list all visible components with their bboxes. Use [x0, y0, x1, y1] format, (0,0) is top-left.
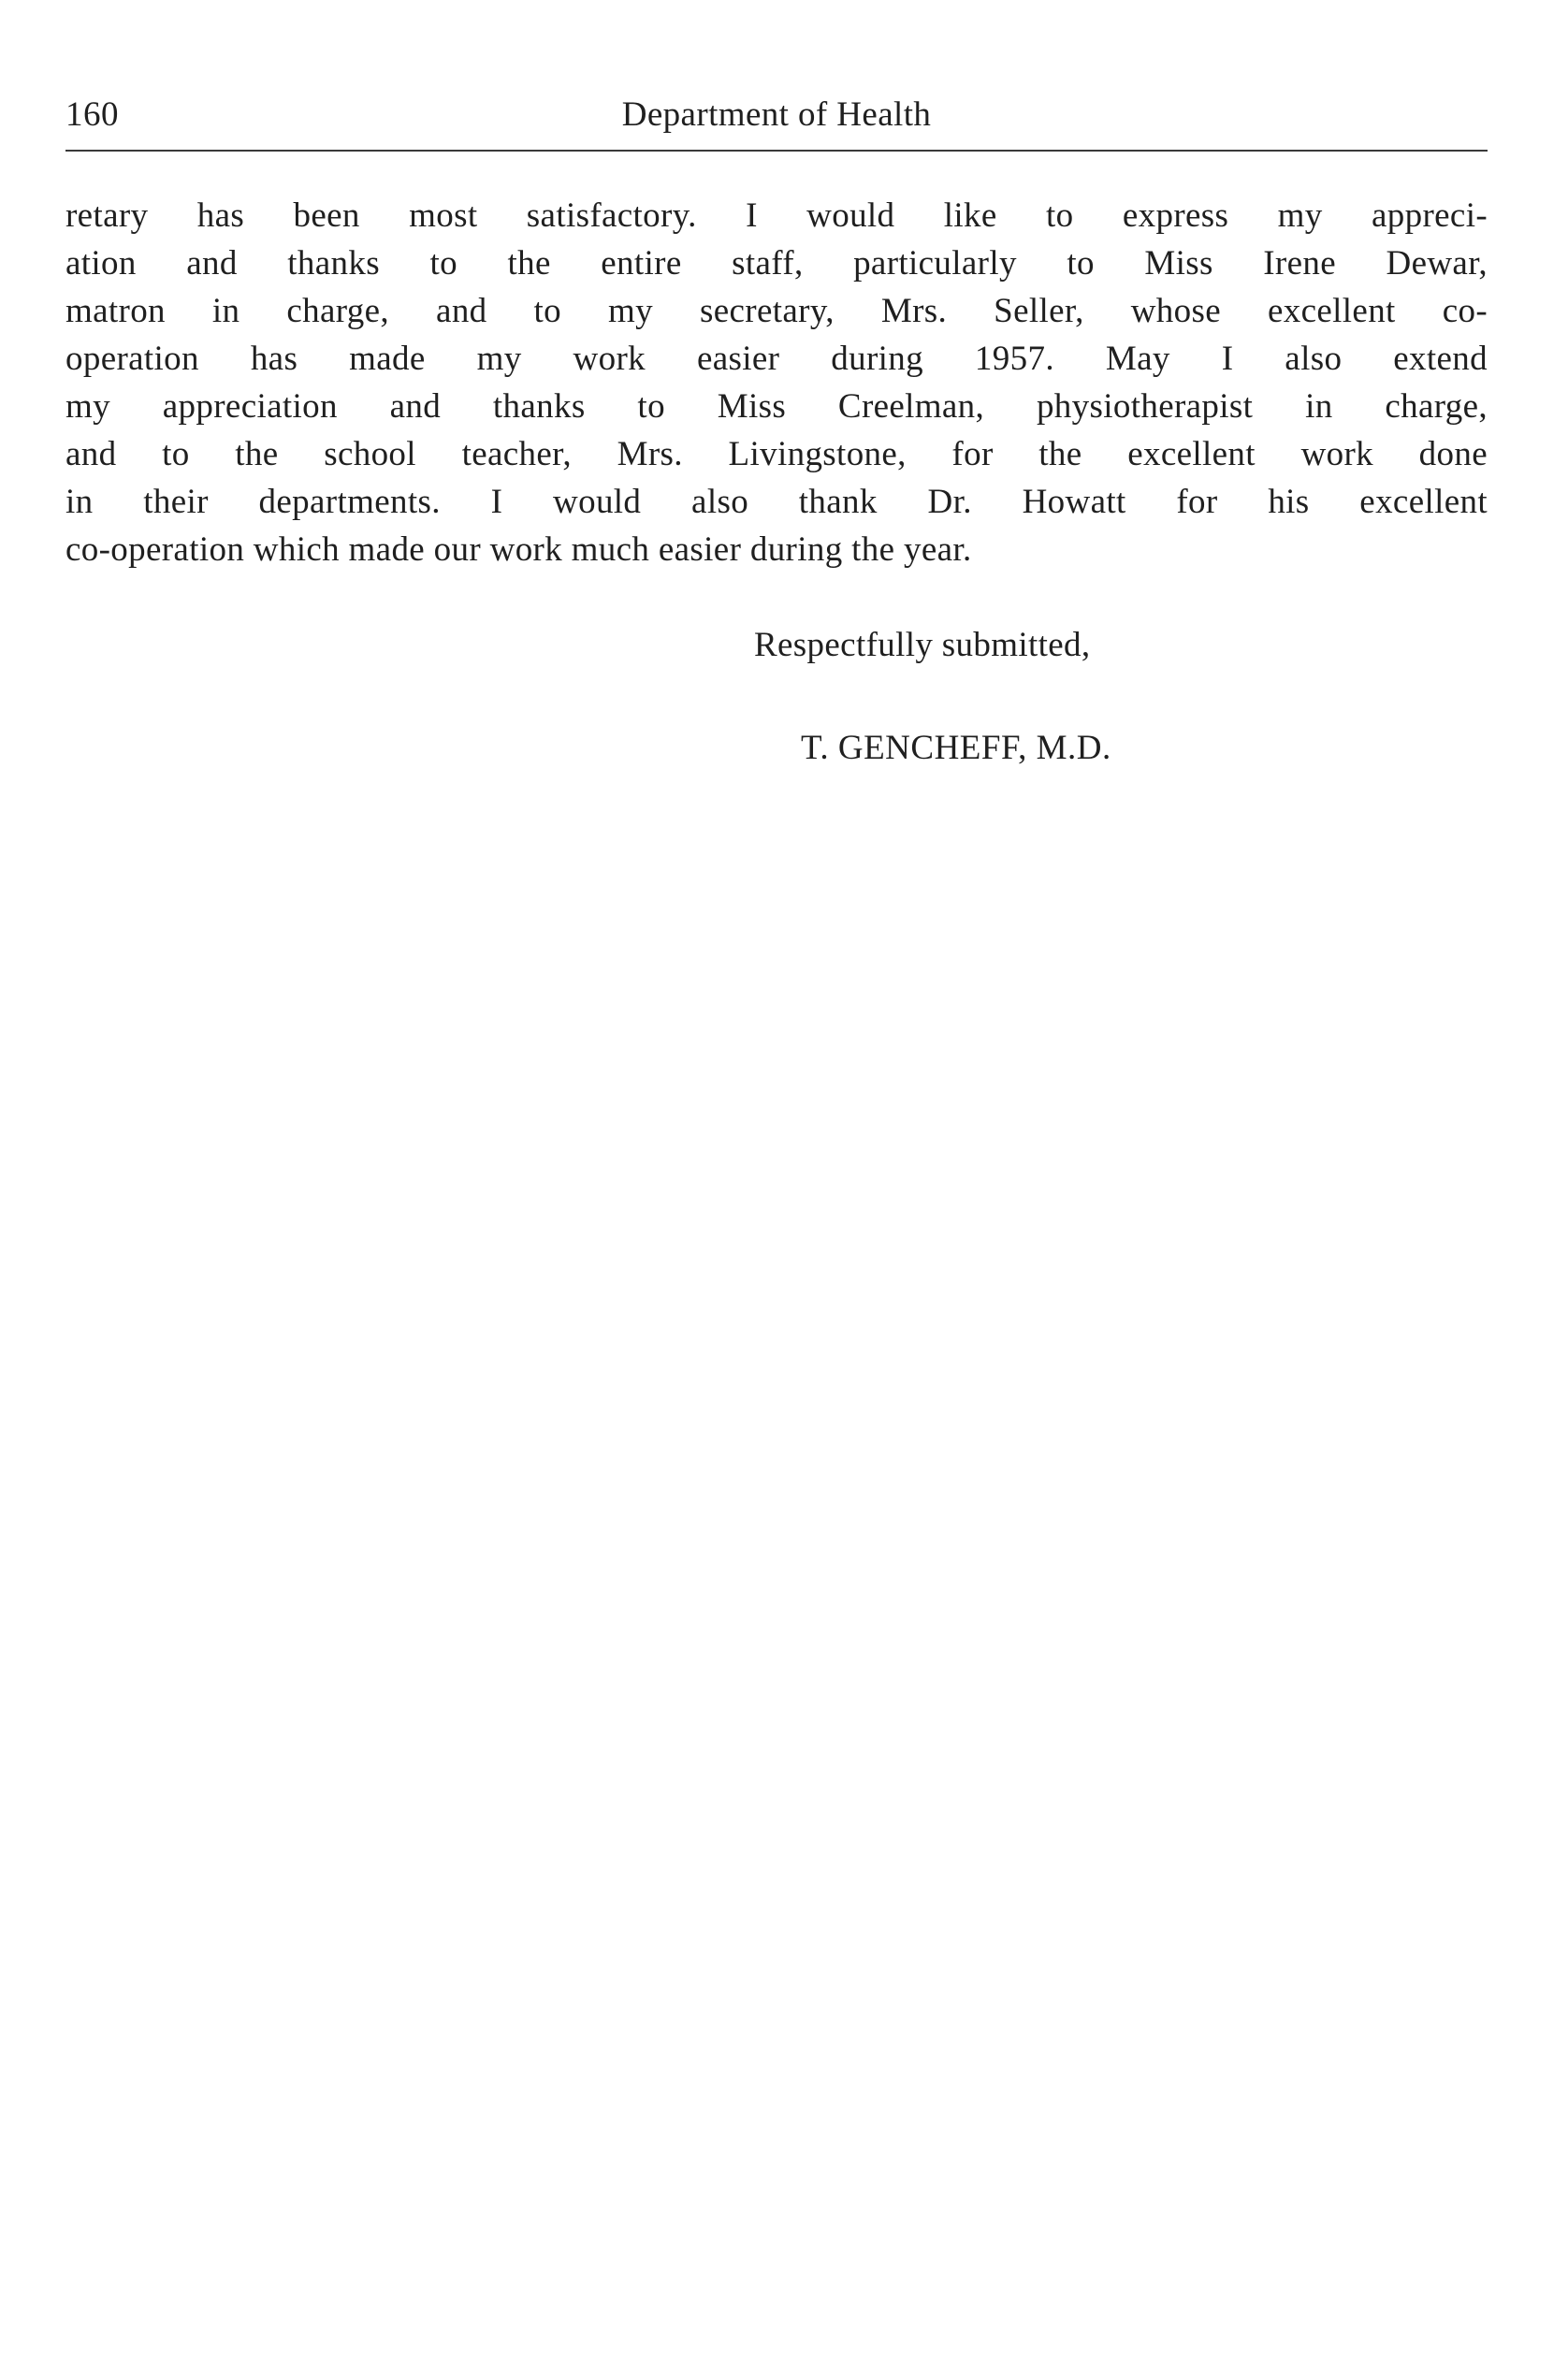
paragraph-line: my appreciation and thanks to Miss Creelman, physiotherapist in charge,	[65, 387, 1488, 426]
paragraph-line: co-operation which made our work much easier during the year.	[65, 530, 972, 569]
page-number: 160	[65, 95, 119, 134]
paragraph-line: matron in charge, and to my secretary, Mrs. Seller, whose excellent co-	[65, 292, 1488, 330]
paragraph-line: and to the school teacher, Mrs. Livingstone, for the excellent work done	[65, 435, 1488, 473]
body-paragraph	[65, 192, 1488, 573]
paragraph-line: in their departments. I would also thank Dr. Howatt for his excellent	[65, 483, 1488, 521]
signature-name: T. GENCHEFF, M.D.	[801, 729, 1111, 767]
closing-text: Respectfully submitted,	[754, 626, 1091, 664]
running-title: Department of Health	[621, 95, 932, 134]
running-head	[65, 92, 1488, 138]
paragraph-line: operation has made my work easier during 1957. May I also extend	[65, 340, 1488, 378]
paragraph-line: ation and thanks to the entire staff, particularly to Miss Irene Dewar,	[65, 244, 1488, 283]
paragraph-line: retary has been most satisfactory. I would like to express my appreci-	[65, 196, 1488, 235]
header-rule	[65, 150, 1488, 152]
